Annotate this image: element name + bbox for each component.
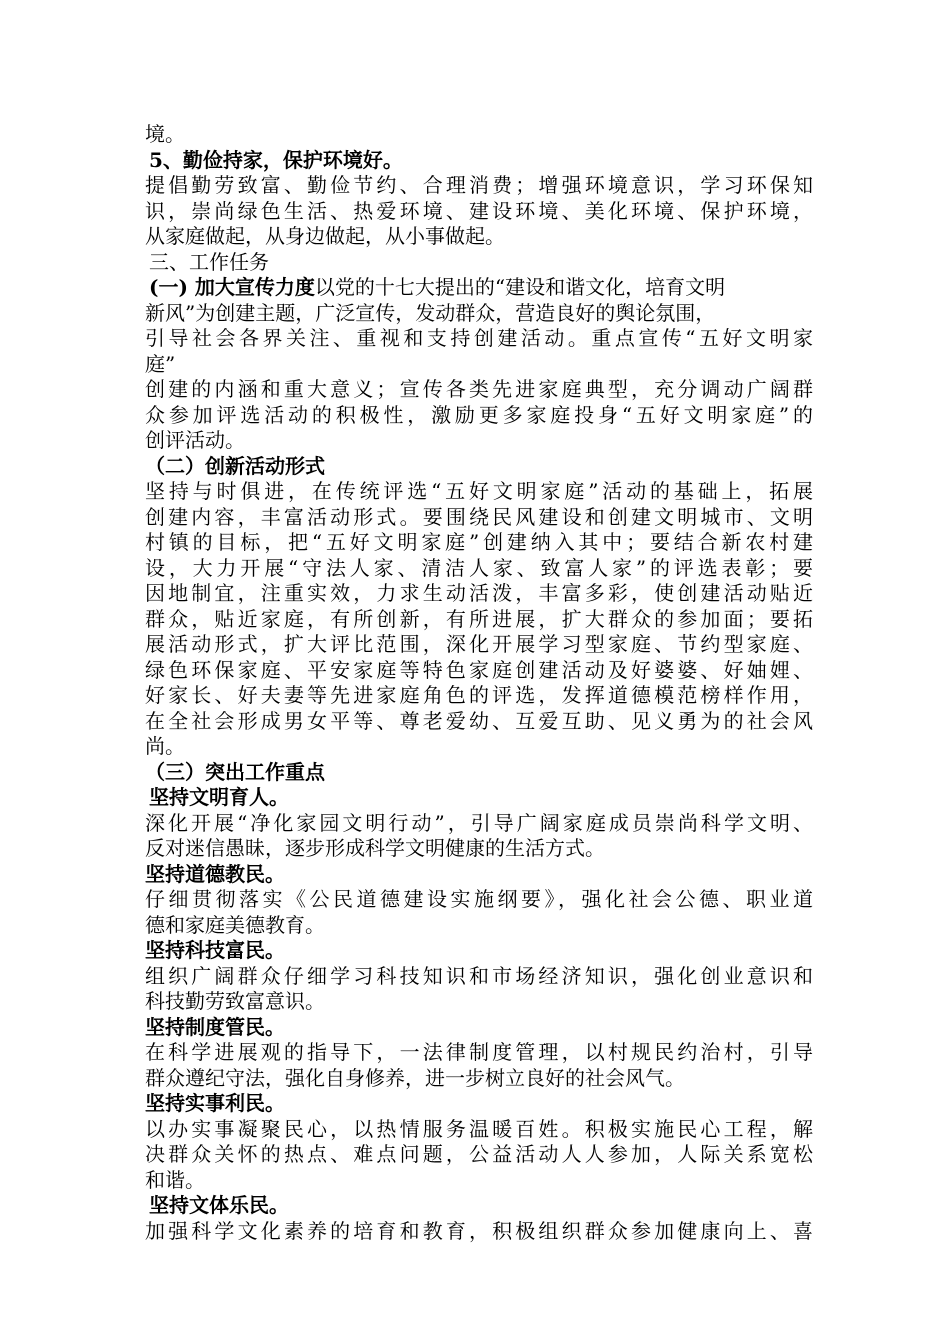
text-line: 仔细贯彻落实《公民道德建设实施纲要》，强化社会公德、职业道 [145,887,813,911]
text-line: 创建内容，丰富活动形式。要围绕民风建设和创建文明城市、文明 [145,504,813,529]
text-line: 绿色环保家庭、平安家庭等特色家庭创建活动及好婆婆、好妯娌、 [145,657,813,682]
heading-line: 坚持文体乐民。 [149,1193,289,1217]
text-line: 境。 [145,122,185,146]
text-line: 尚。 [145,734,185,758]
text-line: 反对迷信愚昧，逐步形成科学文明健康的生活方式。 [145,836,605,860]
heading-line: 坚持科技富民。 [145,938,285,962]
text-line: 在全社会形成男女平等、尊老爱幼、互爱互助、见义勇为的社会风 [145,708,813,733]
text-line: 德和家庭美德教育。 [145,912,325,937]
text-line: 识，崇尚绿色生活、热爱环境、建设环境、美化环境、保护环境， [145,198,813,223]
heading-line: 坚持道德教民。 [145,861,285,886]
text-run: 以党的十七大提出的“建设和谐文化，培育文明 [314,275,726,299]
text-line: 庭” [145,351,176,376]
text-line: 加强科学文化素养的培育和教育，积极组织群众参加健康向上、喜 [145,1218,813,1243]
text-line: 村镇的目标，把“五好文明家庭”创建纳入其中；要结合新农村建 [145,530,813,554]
text-line: 众参加评选活动的积极性，激励更多家庭投身“五好文明家庭”的 [145,402,813,427]
heading-line: 5、勤俭持家，保护环境好。 [149,147,403,172]
text-line: 展活动形式，扩大评比范围，深化开展学习型家庭、节约型家庭、 [145,632,813,656]
text-line: 从家庭做起，从身边做起，从小事做起。 [145,224,505,248]
text-line: 三、工作任务 [149,249,269,274]
text-line: 好家长、好夫妻等先进家庭角色的评选，发挥道德模范榜样作用， [145,683,813,707]
heading-line: （三）突出工作重点 [145,759,325,784]
text-line: 提倡勤劳致富、勤俭节约、合理消费；增强环境意识，学习环保知 [145,173,813,197]
text-line: 深化开展“净化家园文明行动”，引导广阔家庭成员崇尚科学文明、 [145,810,813,835]
text-line: 坚持与时俱进，在传统评选“五好文明家庭”活动的基础上，拓展 [145,479,813,503]
heading-line: 坚持文明育人。 [149,785,289,809]
text-line: 创建的内涵和重大意义；宣传各类先进家庭典型，充分调动广阔群 [145,377,813,401]
text-line: 群众遵纪守法，强化自身修养，进一步树立良好的社会风气。 [145,1065,685,1090]
text-run: 加大宣传力度 [187,275,315,299]
heading-line: 坚持实事利民。 [145,1091,285,1115]
text-line: 和谐。 [145,1167,205,1192]
text-line: 以办实事凝聚民心，以热情服务温暖百姓。积极实施民心工程，解 [145,1116,813,1141]
text-line: 因地制宜，注重实效，力求生动活泼，丰富多彩，使创建活动贴近 [145,581,813,605]
text-line: 群众，贴近家庭，有所创新，有所进展，扩大群众的参加面；要拓 [145,606,813,631]
text-line: 设，大力开展“守法人家、清洁人家、致富人家”的评选表彰；要 [145,555,813,580]
text-line: 决群众关怀的热点、难点问题，公益活动人人参加，人际关系宽松 [145,1142,813,1166]
text-run: (一) [149,275,188,299]
text-line: 组织广阔群众仔细学习科技知识和市场经济知识，强化创业意识和 [145,963,813,988]
heading-line: （二）创新活动形式 [145,453,325,478]
text-line: 在科学进展观的指导下，一法律制度管理，以村规民约治村，引导 [145,1040,813,1064]
text-line: 新风”为创建主题，广泛宣传，发动群众，营造良好的舆论氛围， [145,300,716,325]
heading-line: 坚持制度管民。 [145,1014,285,1039]
text-line: 科技勤劳致富意识。 [145,989,325,1013]
text-line: 创评活动。 [145,428,245,452]
heading-line [145,275,813,301]
text-line: 引导社会各界关注、重视和支持创建活动。重点宣传“五好文明家 [145,326,813,350]
document-page [145,122,813,1244]
